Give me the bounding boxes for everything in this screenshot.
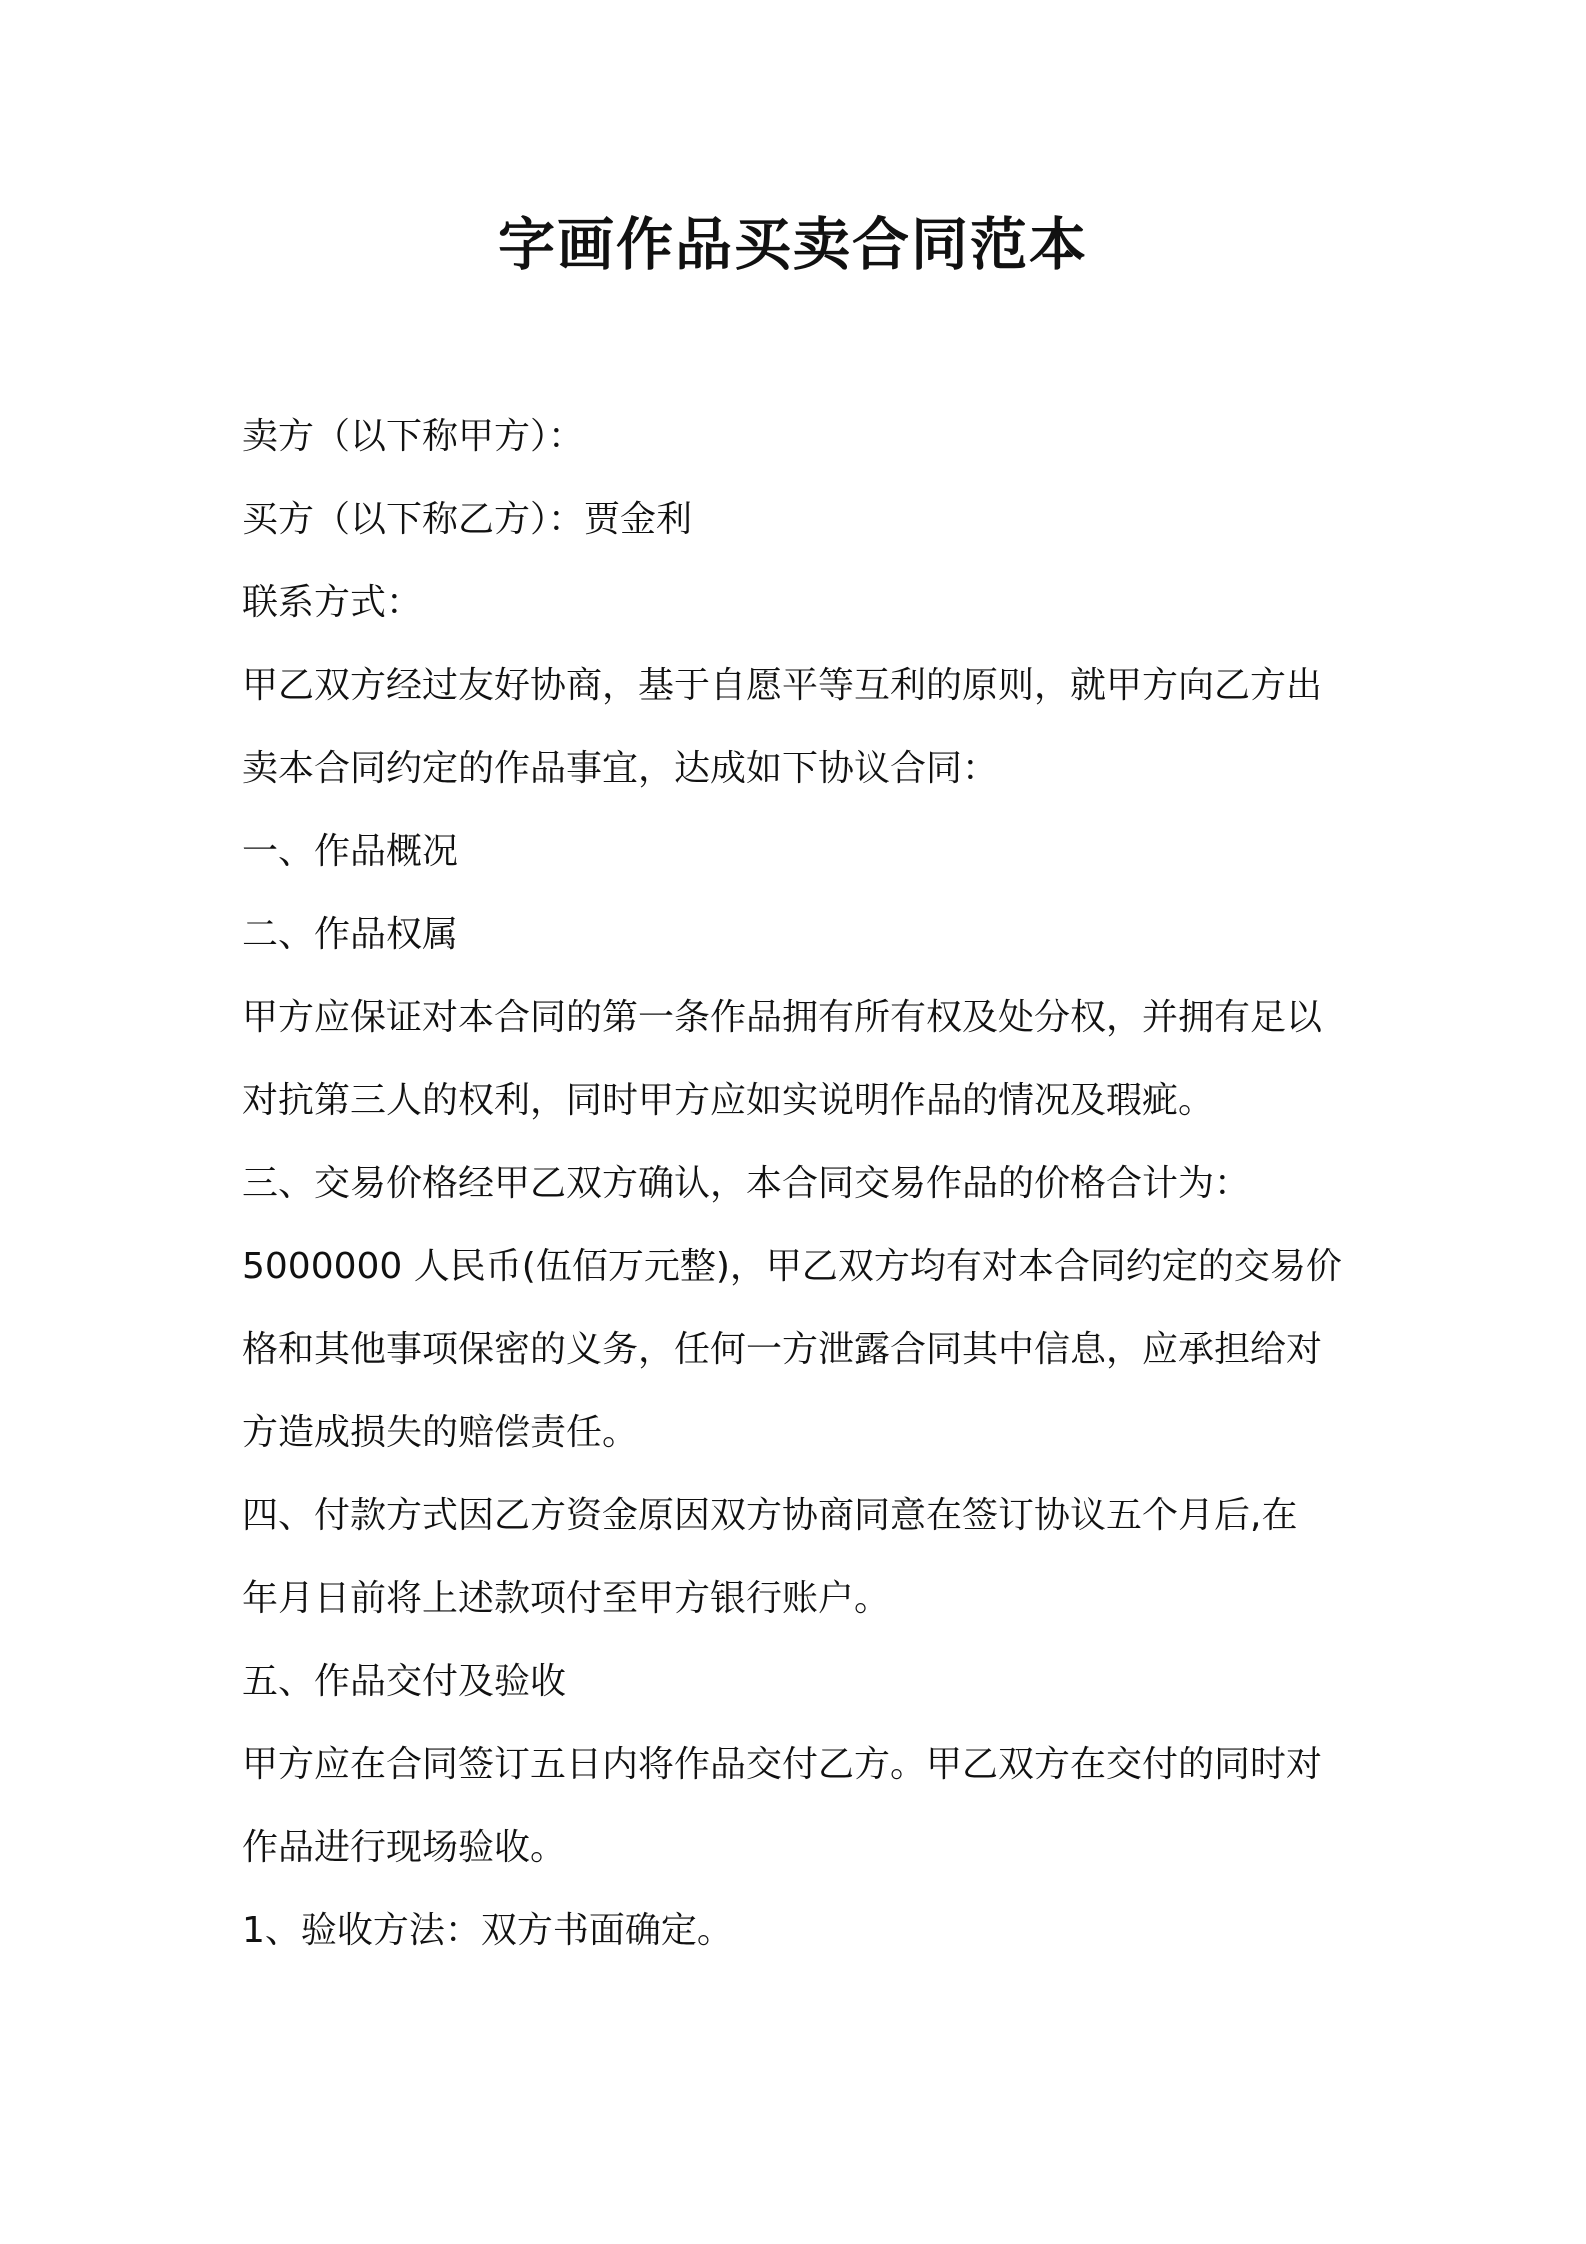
section-heading: 二、作品权属 bbox=[242, 914, 459, 955]
section-heading: 三、交易价格经甲乙双方确认，本合同交易作品的价格合计为： bbox=[242, 1163, 1251, 1204]
paragraph-line: 年月日前将上述款项付至甲方银行账户。 bbox=[242, 1578, 891, 1619]
paragraph-line: 5000000 人民币(伍佰万元整)，甲乙双方均有对本合同约定的交易价 bbox=[242, 1246, 1342, 1287]
document-title: 字画作品买卖合同范本 bbox=[498, 212, 1088, 278]
preamble-line: 甲乙双方经过友好协商，基于自愿平等互利的原则，就甲方向乙方出 bbox=[242, 665, 1323, 706]
paragraph-line: 格和其他事项保密的义务，任何一方泄露合同其中信息，应承担给对 bbox=[242, 1329, 1323, 1370]
seller-line: 卖方（以下称甲方）： bbox=[242, 416, 585, 457]
preamble-line: 卖本合同约定的作品事宜，达成如下协议合同： bbox=[242, 748, 999, 789]
paragraph-line: 甲方应在合同签订五日内将作品交付乙方。甲乙双方在交付的同时对 bbox=[242, 1744, 1323, 1785]
section-heading: 四、付款方式因乙方资金原因双方协商同意在签订协议五个月后,在 bbox=[242, 1495, 1298, 1536]
section-heading: 一、作品概况 bbox=[242, 831, 459, 872]
list-item: 1、验收方法：双方书面确定。 bbox=[242, 1910, 733, 1951]
paragraph-line: 对抗第三人的权利，同时甲方应如实说明作品的情况及瑕疵。 bbox=[242, 1080, 1215, 1121]
buyer-line: 买方（以下称乙方）：贾金利 bbox=[242, 499, 693, 540]
paragraph-line: 作品进行现场验收。 bbox=[242, 1827, 567, 1868]
paragraph-line: 甲方应保证对本合同的第一条作品拥有所有权及处分权，并拥有足以 bbox=[242, 997, 1323, 1038]
section-heading: 五、作品交付及验收 bbox=[242, 1661, 567, 1702]
contact-line: 联系方式： bbox=[242, 582, 423, 623]
paragraph-line: 方造成损失的赔偿责任。 bbox=[242, 1412, 639, 1453]
